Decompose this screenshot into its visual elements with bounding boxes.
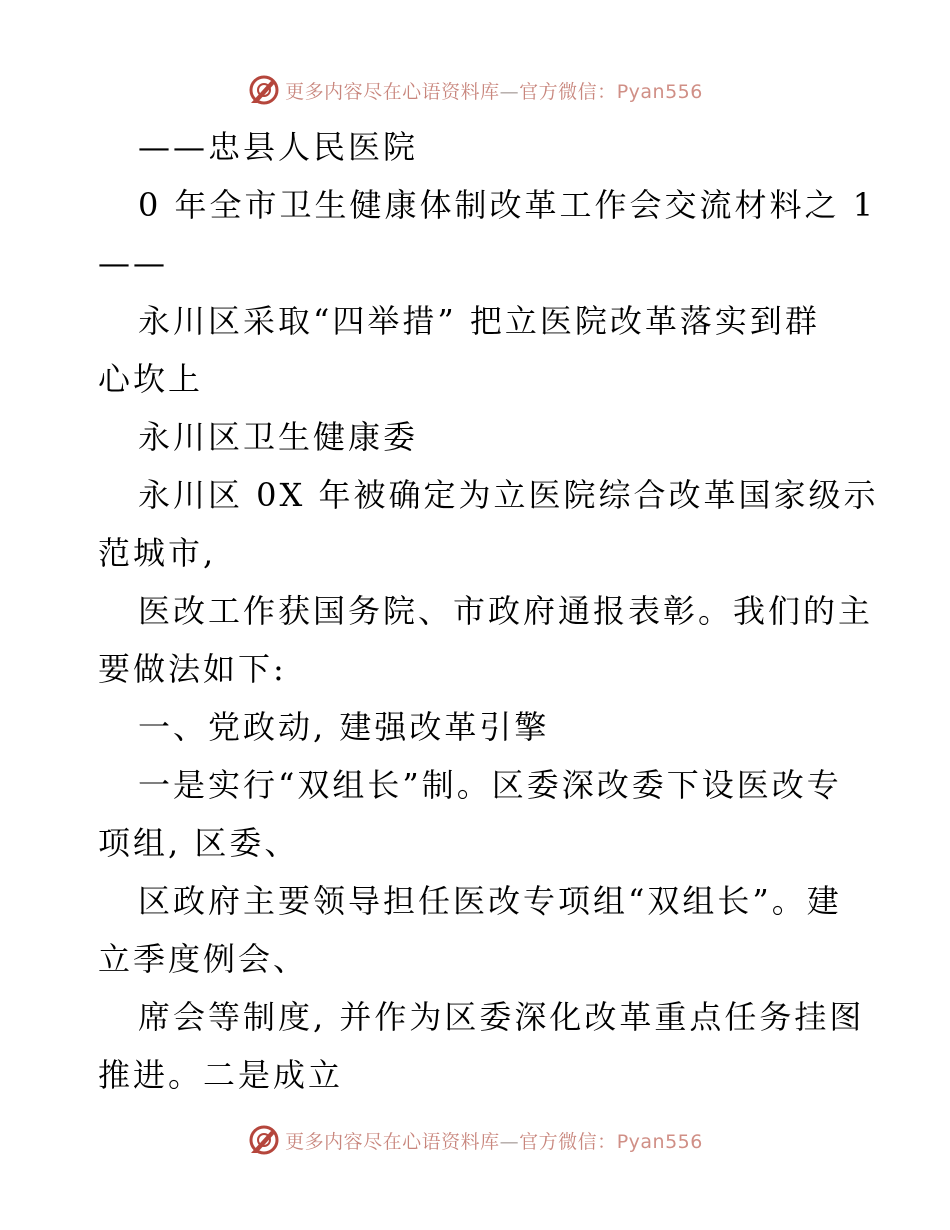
text-line: 医改工作获国务院、市政府通报表彰。我们的主 <box>138 592 874 630</box>
text-line: 席会等制度, 并作为区委深化改革重点任务挂图 <box>138 998 865 1036</box>
watermark-main-text: 更多内容尽在心语资料库 <box>285 80 500 103</box>
watermark-dash: — <box>499 1130 520 1153</box>
quill-logo-icon <box>247 1123 281 1157</box>
text-line: 项组, 区委、 <box>98 824 300 862</box>
footer-watermark <box>0 1120 950 1160</box>
text-line: 一是实行“双组长”制。区委深改委下设医改专 <box>138 766 842 804</box>
quill-logo-icon <box>247 73 281 107</box>
text-line: 永川区采取“四举措” 把立医院改革落实到群 <box>138 302 820 340</box>
watermark-main-text: 更多内容尽在心语资料库 <box>285 1130 500 1153</box>
text-line: 推进。二是成立 <box>98 1056 344 1094</box>
text-line: 永川区卫生健康委 <box>138 418 419 456</box>
watermark-handle: Pyan556 <box>616 1130 703 1153</box>
text-line: 心坎上 <box>98 360 204 398</box>
text-line: 范城市, <box>98 534 217 572</box>
text-line: 永川区 0X 年被确定为立医院综合改革国家级示 <box>138 476 879 514</box>
text-line: 要做法如下: <box>98 650 287 688</box>
watermark-label: 官方微信： <box>519 80 617 103</box>
text-line: 0 年全市卫生健康体制改革工作会交流材料之 1 <box>138 186 877 224</box>
text-line: ——忠县人民医院 <box>138 128 419 166</box>
document-body <box>98 118 879 1104</box>
watermark-dash: — <box>499 80 520 103</box>
text-line: 一、党政动, 建强改革引擎 <box>138 708 550 746</box>
text-line: 区政府主要领导担任医改专项组“双组长”。建 <box>138 882 842 920</box>
watermark-handle: Pyan556 <box>616 80 703 103</box>
header-watermark <box>0 70 950 110</box>
text-line: 立季度例会、 <box>98 940 309 978</box>
text-line: —— <box>98 244 168 282</box>
watermark-label: 官方微信： <box>519 1130 617 1153</box>
